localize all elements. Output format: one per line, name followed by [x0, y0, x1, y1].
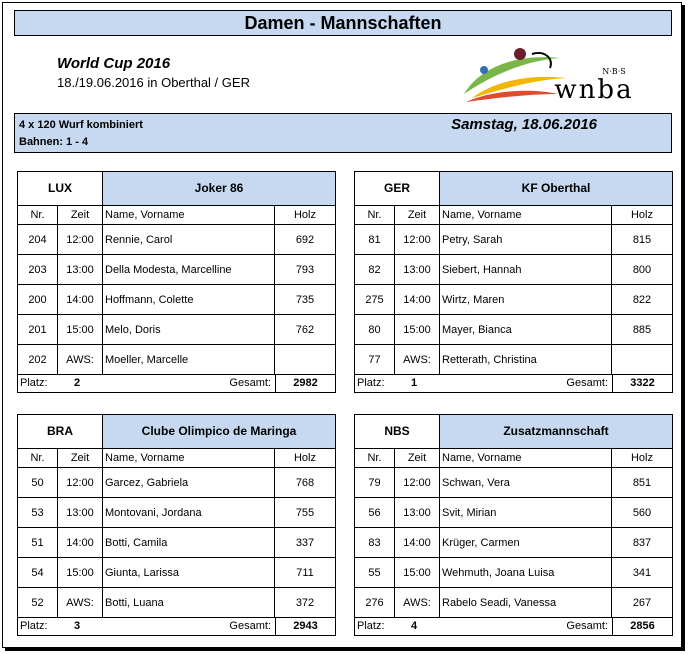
page-title: Damen - Mannschaften	[14, 10, 672, 36]
player-holz: 692	[295, 233, 315, 246]
player-zeit: 15:00	[395, 315, 440, 344]
player-zeit: 15:00	[58, 315, 103, 344]
player-nr: 203	[18, 255, 58, 284]
player-name: Garcez, Gabriela	[103, 468, 275, 497]
column-headers	[355, 206, 672, 225]
player-row	[18, 558, 335, 588]
player-nr: 276	[355, 588, 395, 617]
player-nr: 52	[18, 588, 58, 617]
player-nr: 201	[18, 315, 58, 344]
col-name: Name, Vorname	[103, 449, 275, 467]
player-nr: 81	[355, 225, 395, 254]
team-total: 2856	[612, 618, 672, 635]
player-name: Svit, Mirian	[440, 498, 612, 527]
player-zeit: 14:00	[58, 528, 103, 557]
col-zeit: Zeit	[395, 449, 440, 467]
player-zeit: 12:00	[395, 468, 440, 497]
player-holz: 793	[295, 263, 315, 276]
player-holz: 815	[632, 233, 652, 246]
player-zeit: 13:00	[58, 255, 103, 284]
col-name: Name, Vorname	[103, 206, 275, 224]
player-nr: 83	[355, 528, 395, 557]
team-code: NBS	[355, 415, 440, 448]
player-zeit: 15:00	[395, 558, 440, 587]
team-rank: 1	[410, 377, 418, 389]
player-name: Hoffmann, Colette	[103, 285, 275, 314]
player-holz: 885	[632, 323, 652, 336]
gesamt-label: Gesamt:	[566, 620, 608, 632]
player-holz: 735	[295, 293, 315, 306]
team-total: 2943	[275, 618, 335, 635]
team-footer	[355, 375, 672, 392]
column-headers	[18, 449, 335, 468]
player-nr: 77	[355, 345, 395, 374]
player-holz: 755	[295, 506, 315, 519]
team-table-nbs	[354, 414, 673, 636]
wnba-logo	[462, 44, 646, 102]
player-holz: 800	[632, 263, 652, 276]
player-zeit: 12:00	[58, 225, 103, 254]
player-name: Siebert, Hannah	[440, 255, 612, 284]
player-zeit: 12:00	[395, 225, 440, 254]
col-nr: Nr.	[18, 449, 58, 467]
player-row	[355, 528, 672, 558]
player-holz: 341	[632, 566, 652, 579]
format-label: 4 x 120 Wurf kombiniert	[19, 119, 143, 131]
event-name: World Cup 2016	[57, 55, 171, 72]
player-row	[355, 255, 672, 285]
gesamt-label: Gesamt:	[229, 620, 271, 632]
player-name: Wehmuth, Joana Luisa	[440, 558, 612, 587]
team-name: Clube Olimpico de Maringa	[103, 415, 335, 448]
player-holz: 822	[632, 293, 652, 306]
team-rank: 3	[73, 620, 81, 632]
platz-label: Platz:	[20, 620, 48, 632]
player-row	[18, 315, 335, 345]
player-zeit: AWS:	[395, 345, 440, 374]
player-row	[18, 468, 335, 498]
player-name: Della Modesta, Marcelline	[103, 255, 275, 284]
player-zeit: 13:00	[395, 255, 440, 284]
player-holz: 762	[295, 323, 315, 336]
platz-label: Platz:	[357, 620, 385, 632]
team-table-lux	[17, 171, 336, 393]
team-total: 3322	[612, 375, 672, 392]
player-nr: 51	[18, 528, 58, 557]
col-zeit: Zeit	[395, 206, 440, 224]
col-zeit: Zeit	[58, 206, 103, 224]
player-name: Melo, Doris	[103, 315, 275, 344]
team-header	[18, 172, 335, 206]
player-row	[18, 345, 335, 375]
player-holz: 267	[632, 596, 652, 609]
col-holz: Holz	[293, 452, 316, 464]
player-row	[355, 588, 672, 618]
col-nr: Nr.	[355, 449, 395, 467]
player-holz	[275, 345, 335, 374]
player-zeit: 14:00	[395, 528, 440, 557]
col-holz: Holz	[630, 209, 653, 221]
player-name: Schwan, Vera	[440, 468, 612, 497]
team-rank: 4	[410, 620, 418, 632]
player-name: Wirtz, Maren	[440, 285, 612, 314]
player-zeit: 13:00	[395, 498, 440, 527]
player-name: Krüger, Carmen	[440, 528, 612, 557]
player-row	[355, 225, 672, 255]
event-date: Samstag, 18.06.2016	[451, 116, 597, 133]
player-name: Montovani, Jordana	[103, 498, 275, 527]
player-nr: 53	[18, 498, 58, 527]
player-nr: 275	[355, 285, 395, 314]
player-name: Mayer, Bianca	[440, 315, 612, 344]
team-footer	[18, 618, 335, 635]
player-row	[355, 468, 672, 498]
player-row	[18, 225, 335, 255]
team-code: BRA	[18, 415, 103, 448]
platz-label: Platz:	[20, 377, 48, 389]
gesamt-label: Gesamt:	[566, 377, 608, 389]
player-zeit: 14:00	[58, 285, 103, 314]
player-nr: 200	[18, 285, 58, 314]
player-zeit: AWS:	[58, 345, 103, 374]
team-name: Zusatzmannschaft	[440, 415, 672, 448]
player-holz: 560	[632, 506, 652, 519]
team-footer	[355, 618, 672, 635]
team-header	[18, 415, 335, 449]
player-name: Giunta, Larissa	[103, 558, 275, 587]
player-name: Moeller, Marcelle	[103, 345, 275, 374]
col-holz: Holz	[630, 452, 653, 464]
team-header	[355, 415, 672, 449]
team-table-bra	[17, 414, 336, 636]
player-holz: 337	[295, 536, 315, 549]
column-headers	[18, 206, 335, 225]
team-header	[355, 172, 672, 206]
player-row	[355, 498, 672, 528]
col-nr: Nr.	[355, 206, 395, 224]
player-nr: 55	[355, 558, 395, 587]
player-holz: 372	[295, 596, 315, 609]
player-name: Botti, Luana	[103, 588, 275, 617]
player-name: Botti, Camila	[103, 528, 275, 557]
column-headers	[355, 449, 672, 468]
player-row	[355, 345, 672, 375]
gesamt-label: Gesamt:	[229, 377, 271, 389]
player-zeit: AWS:	[58, 588, 103, 617]
event-detail: 18./19.06.2016 in Oberthal / GER	[57, 75, 250, 90]
player-nr: 80	[355, 315, 395, 344]
player-holz: 837	[632, 536, 652, 549]
player-zeit: 15:00	[58, 558, 103, 587]
player-holz: 851	[632, 476, 652, 489]
team-code: LUX	[18, 172, 103, 205]
team-rank: 2	[73, 377, 81, 389]
info-bar	[14, 113, 672, 153]
player-row	[18, 588, 335, 618]
player-zeit: 12:00	[58, 468, 103, 497]
logo-small-text: N·B·S	[602, 67, 626, 76]
team-name: Joker 86	[103, 172, 335, 205]
player-row	[18, 255, 335, 285]
player-zeit: 13:00	[58, 498, 103, 527]
team-name: KF Oberthal	[440, 172, 672, 205]
player-holz	[612, 345, 672, 374]
player-name: Rennie, Carol	[103, 225, 275, 254]
player-name: Petry, Sarah	[440, 225, 612, 254]
col-holz: Holz	[293, 209, 316, 221]
player-name: Retterath, Christina	[440, 345, 612, 374]
logo-text: wnba	[554, 75, 634, 102]
player-name: Rabelo Seadi, Vanessa	[440, 588, 612, 617]
player-nr: 56	[355, 498, 395, 527]
lanes-label: Bahnen: 1 - 4	[19, 136, 89, 148]
player-nr: 202	[18, 345, 58, 374]
player-nr: 50	[18, 468, 58, 497]
player-zeit: AWS:	[395, 588, 440, 617]
team-footer	[18, 375, 335, 392]
team-table-ger	[354, 171, 673, 393]
player-row	[355, 315, 672, 345]
player-nr: 79	[355, 468, 395, 497]
player-nr: 204	[18, 225, 58, 254]
col-name: Name, Vorname	[440, 449, 612, 467]
player-holz: 768	[295, 476, 315, 489]
player-row	[18, 285, 335, 315]
player-row	[18, 528, 335, 558]
platz-label: Platz:	[357, 377, 385, 389]
team-total: 2982	[275, 375, 335, 392]
player-row	[355, 285, 672, 315]
player-holz: 711	[296, 566, 314, 579]
player-zeit: 14:00	[395, 285, 440, 314]
team-code: GER	[355, 172, 440, 205]
player-row	[18, 498, 335, 528]
player-row	[355, 558, 672, 588]
col-name: Name, Vorname	[440, 206, 612, 224]
player-nr: 82	[355, 255, 395, 284]
col-nr: Nr.	[18, 206, 58, 224]
player-nr: 54	[18, 558, 58, 587]
col-zeit: Zeit	[58, 449, 103, 467]
